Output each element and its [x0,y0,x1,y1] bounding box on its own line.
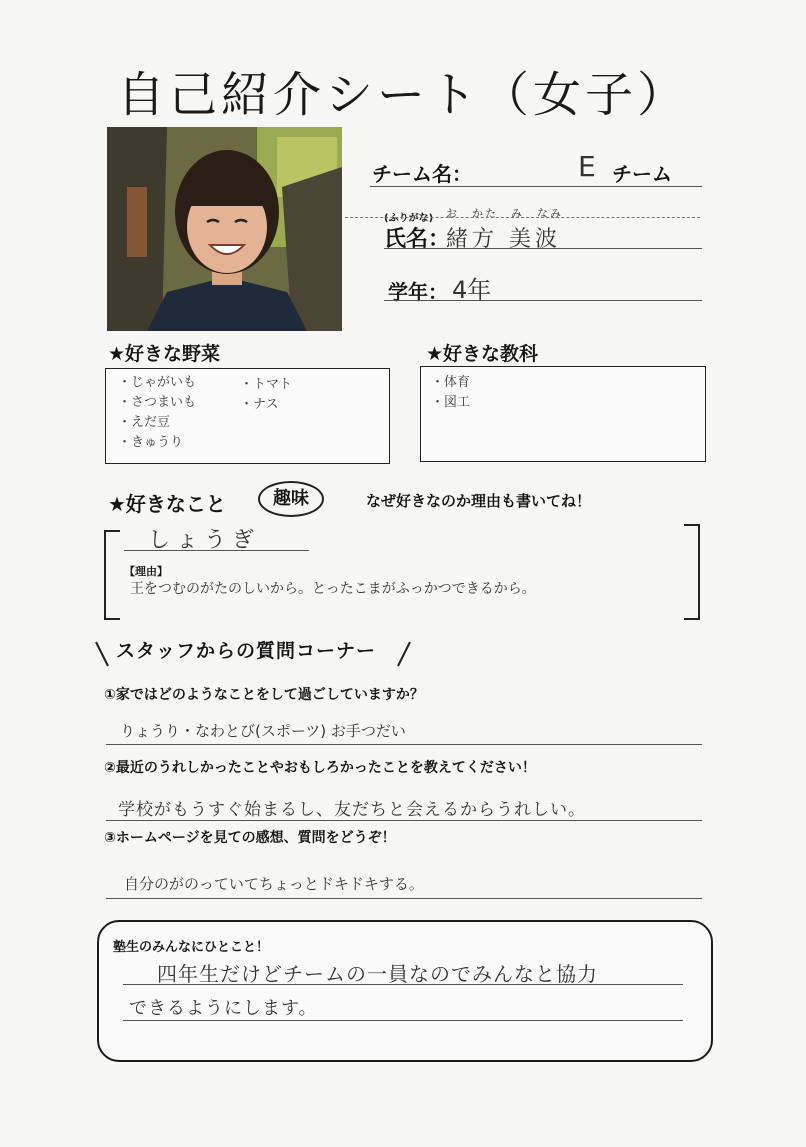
hobby-instruction: なぜ好きなのか理由も書いてね！ [366,492,592,510]
team-underline [370,186,702,187]
vegetable-item: ・ナス [240,397,279,412]
name-underline [384,248,702,249]
furigana-label: (ふりがな) [384,213,434,224]
message-underline-1 [123,984,683,985]
vegetables-box [105,368,390,464]
answer-3-underline [106,898,702,899]
subjects-list [431,373,470,413]
message-line-2: できるようにします。 [129,998,318,1019]
message-heading: 塾生のみんなにひとこと！ [113,940,270,955]
team-value: E [578,150,596,183]
answer-3: 自分のがのっていてちょっとドキドキする。 [124,875,424,893]
message-underline-2 [123,1020,683,1021]
grade-value: 4年 [452,276,492,304]
grade-label: 学年： [388,280,448,304]
answer-2: 学校がもうすぐ始まるし、友だちと会えるからうれしい。 [118,800,586,820]
hobby-heading: ★好きなこと [108,492,226,516]
profile-photo [107,127,342,331]
question-1: ①家ではどのようなことをして過ごしていますか？ [104,687,424,703]
subject-item: ・図工 [431,395,471,410]
answer-2-underline [106,820,702,821]
answer-1-underline [106,744,702,745]
subject-item: ・体育 [431,375,471,390]
team-suffix: チーム [612,162,672,186]
hobby-answer-underline [124,550,309,551]
furigana-value: お かた み なみ [446,207,563,220]
subjects-box [420,366,706,462]
name-label: 氏名： [384,227,451,252]
vegetable-item: ・じゃがいも [118,375,197,390]
name-value: 緒方 美波 [446,227,561,252]
vegetable-item: ・きゅうり [118,435,184,450]
question-3: ③ホームページを見ての感想、質問をどうぞ！ [104,830,396,846]
vegetables-col1 [118,373,196,453]
message-line-1: 四年生だけどチームの一員なのでみんなと協力 [157,962,598,986]
vegetable-item: ・えだ豆 [118,415,171,430]
message-box [97,920,713,1062]
reason-text: 王をつむのがたのしいから。とったこまがふっかつできるから。 [130,581,536,597]
staff-heading: スタッフからの質問コーナー [116,640,377,662]
vegetable-item: ・さつまいも [118,395,197,410]
furigana-divider [345,217,700,218]
subjects-heading: ★好きな教科 [426,343,539,365]
vegetables-col2 [240,375,292,415]
question-2: ②最近のうれしかったことやおもしろかったことを教えてください！ [104,760,536,776]
vegetable-item: ・トマト [240,377,293,392]
answer-1: りょうり・なわとび(スポーツ) お手つだい [120,722,406,740]
photo-image [107,127,342,331]
reason-label: 【理由】 [124,565,168,578]
vegetables-heading: ★好きな野菜 [108,343,221,365]
page-title: 自己紹介シート（女子） [116,67,689,123]
hobby-bracket-left [104,530,120,620]
hobby-circled-label: 趣味 [258,481,324,517]
grade-underline [384,300,702,301]
team-label: チーム名： [372,162,472,186]
hobby-bracket-right [684,524,700,620]
hobby-answer: しょうぎ [148,528,261,553]
